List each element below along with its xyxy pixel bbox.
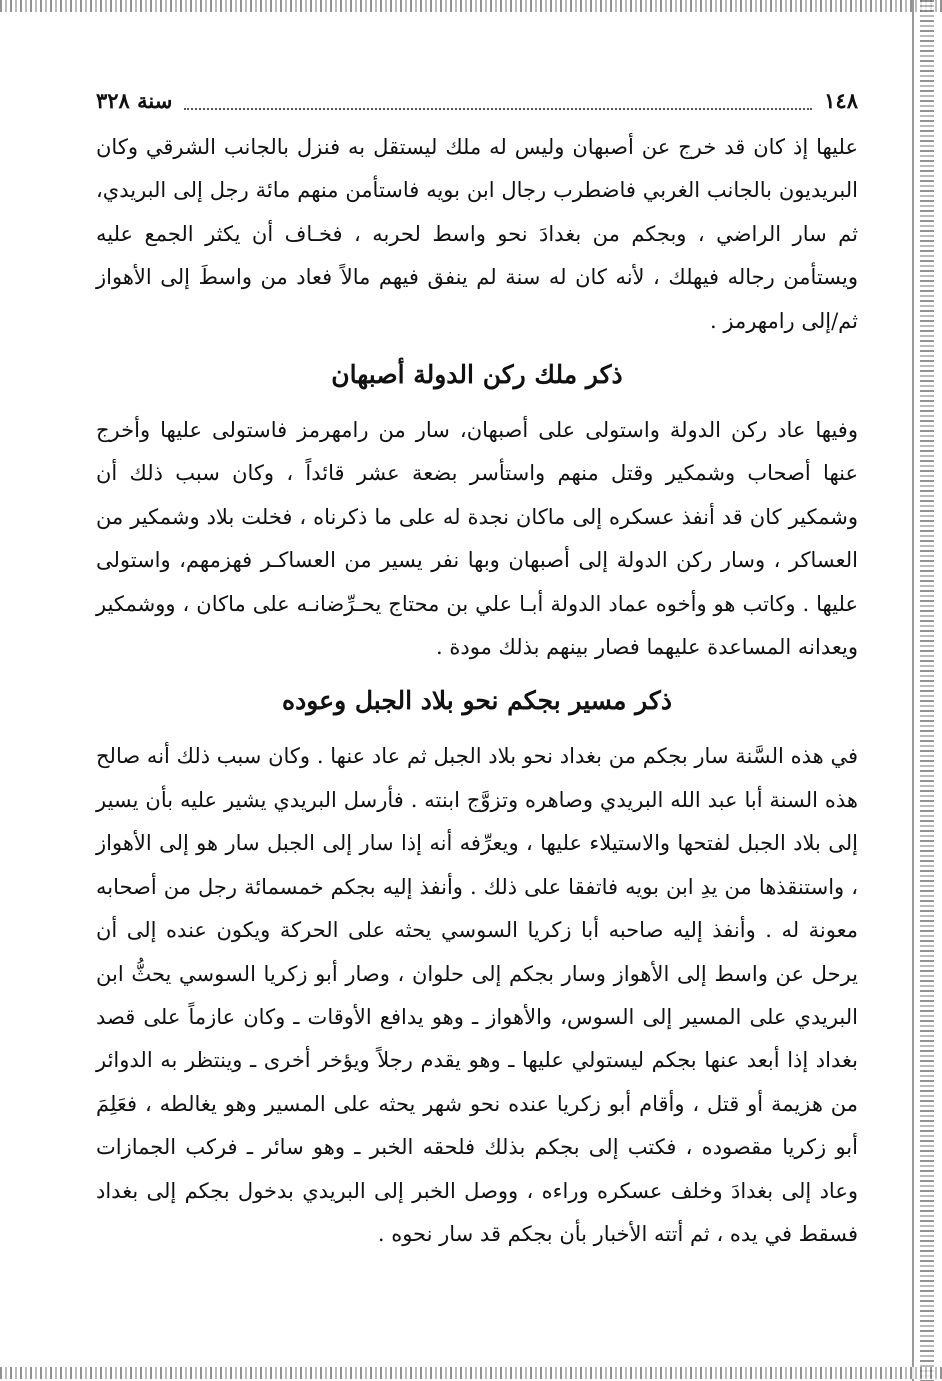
section-body-rukn-al-dawla: وفيها عاد ركن الدولة واستولى على أصبهان، سار من رامهرمز فاستولى عليها وأخرج عنها أصحاب وشمكير وقتل منهم واستأسر بضعة عشر قائداً ، وكان سبب ذلك أن وشمكير كان قد أنفذ عسكره إلى ماكان نجدة له على ما ذكرناه ، فخلت بلاد وشمكير من العساكر ، وسار ركن الدولة إلى أصبهان وبها نفر يسير من العساكـر فهزمهم، واستولى عليها . وكاتب هو وأخوه عماد الدولة أبـا علي بن محتاج يحـرِّضانـه على ماكان ، ووشمكير ويعدانه المساعدة عليهما فصار بينهم بذلك مودة . — [96, 418, 858, 660]
ornament-border-top — [0, 0, 942, 12]
year-title: سنة ٣٢٨ — [96, 87, 173, 113]
header-dotted-leader — [184, 90, 812, 110]
ornament-border-bottom — [0, 1367, 942, 1379]
ornament-border-right — [920, 0, 934, 1381]
page-number: ١٤٨ — [824, 87, 858, 113]
page-content — [96, 80, 858, 1256]
frame-rule-right — [912, 0, 914, 1381]
section-body-bajkam: في هذه السَّنة سار بجكم من بغداد نحو بلاد الجبل ثم عاد عنها . وكان سبب ذلك أنه صالح هذه السنة أبا عبد الله البريدي وصاهره وتزوَّج ابنته . فأرسل البريدي يشير عليه بأن يسير إلى بلاد الجبل لفتحها والاستيلاء عليها ، ويعرِّفه أنه إذا سار إلى الجبل سار هو إلى الأهواز ، واستنقذها من يدِ ابن بويه فاتفقا على ذلك . وأنفذ إليه بجكم خمسمائة رجل من أصحابه معونة له . وأنفذ إليه صاحبه أبا زكريا السوسي يحثه على الحركة ويكون عنده إلى أن يرحل عن واسط إلى الأهواز وسار بجكم إلى حلوان ، وصار أبو زكريا السوسي يحثُّ ابن البريدي على المسير إلى السوس، والأهواز ـ وهو يدافع الأوقات ـ وكان عازماً على قصد بغداد إذا أبعد عنها بجكم ليستولي عليها ـ وهو يقدم رجلاً ويؤخر أخرى ـ وينتظر به الدوائر من هزيمة أو قتل ، وأقام أبو زكريا عنده نحو شهر يحثه على المسير وهو يغالطه ، فعَلِمَ أبو زكريا مقصوده ، فكتب إلى بجكم بذلك فلحقه الخبر ـ وهو سائر ـ فركب الجمازات وعاد إلى بغدادَ وخلف عسكره وراءه ، ووصل الخبر إلى البريدي بدخول بجكم إلى بغداد فسقط في يده ، ثم أتته الأخبار بأن بجكم قد سار نحوه . — [96, 744, 858, 1246]
section-heading-rukn-al-dawla: ذكر ملك ركن الدولة أصبهان — [331, 360, 623, 390]
intro-paragraph: عليها إذ كان قد خرج عن أصبهان وليس له ملك ليستقل به فنزل بالجانب الشرقي وكان البريديون بالجانب الغربي فاضطرب رجال ابن بويه فاستأمن منهم مائة رجل إلى البريدي، ثم سار الراضي ، وبجكم من بغدادَ نحو واسط لحربه ، فخـاف أن يكثر الجمع عليه ويستأمن رجاله فيهلك ، لأنه كان له سنة لم ينفق فيهم مالاً فعاد من واسطَ إلى الأهواز ثم/إلى رامهرمز . — [96, 135, 858, 333]
section-heading-bajkam: ذكر مسير بجكم نحو بلاد الجبل وعوده — [282, 686, 672, 716]
running-header — [96, 80, 858, 120]
